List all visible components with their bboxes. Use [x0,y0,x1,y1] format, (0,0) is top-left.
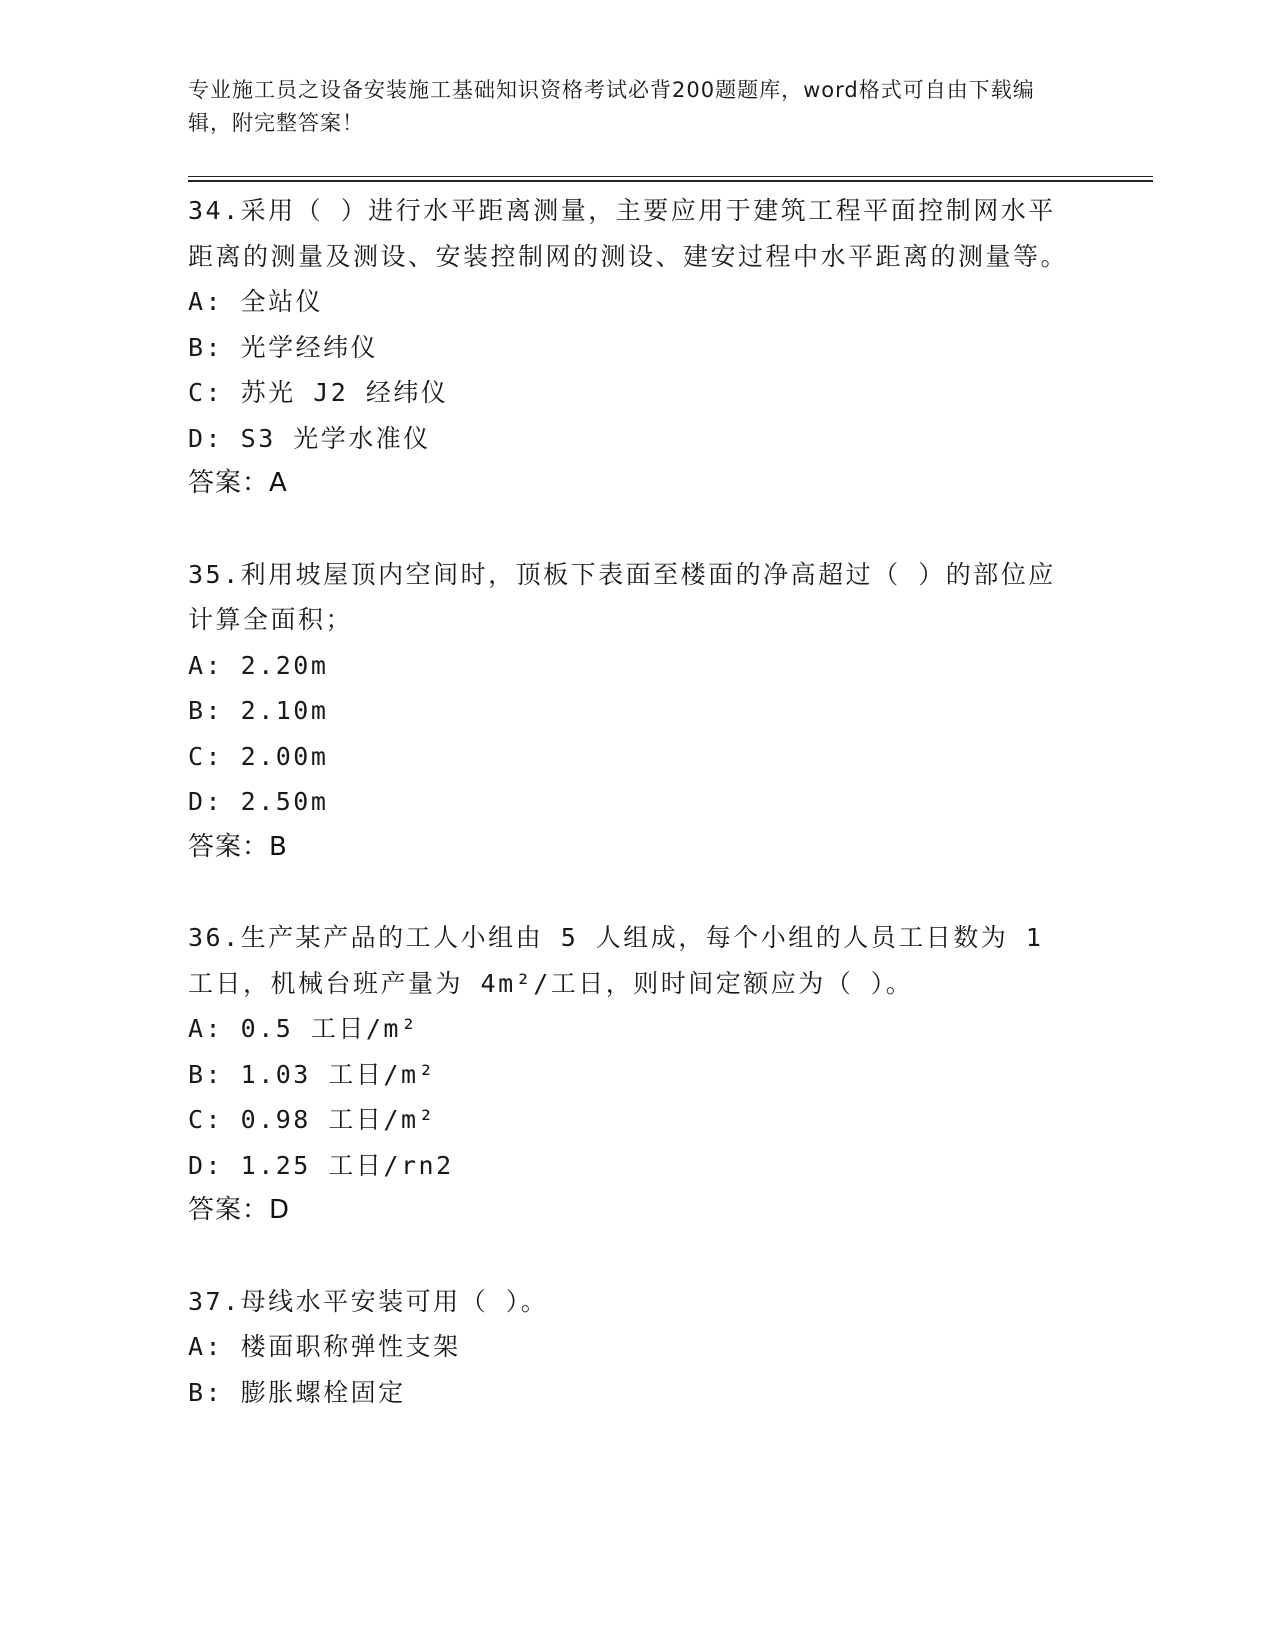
answer-line: 答案：A [188,468,288,498]
option-b: B: 光学经纬仪 [188,332,379,362]
option-a: A: 2.20m [188,650,329,680]
option-a: A: 楼面职称弹性支架 [188,1332,461,1361]
option-a: A: 0.5 工日/m² [188,1014,419,1043]
question-37 [188,1279,1068,1416]
question-text: 37.母线水平安装可用（ ）。 [188,1286,549,1316]
option-c: C: 苏光 J2 经纬仪 [188,378,449,407]
question-text: 35.利用坡屋顶内空间时，顶板下表面至楼面的净高超过（ ）的部位应计算全面积； [188,559,1056,634]
option-d: D: 1.25 工日/rn2 [188,1150,454,1180]
answer-line: 答案：D [188,1195,291,1225]
question-text: 34.采用（ ）进行水平距离测量，主要应用于建筑工程平面控制网水平距离的测量及测设、安装控制网的测设、建安过程中水平距离的测量等。 [188,196,1069,271]
header-divider-thick [188,180,1153,182]
question-36 [188,915,1068,1234]
document-title: 专业施工员之设备安装施工基础知识资格考试必背200题题库，word格式可自由下载编辑，附完整答案！ [188,78,1035,135]
option-c: C: 0.98 工日/m² [188,1105,437,1134]
header-divider-thin [188,176,1153,177]
question-34 [188,188,1068,507]
question-35 [188,552,1068,871]
option-b: B: 2.10m [188,696,329,725]
question-text: 36.生产某产品的工人小组由 5 人组成，每个小组的人员工日数为 1 工日，机械台班产量为 4m²/工日，则时间定额应为（ ）。 [188,923,1044,998]
option-d: D: S3 光学水准仪 [188,423,431,453]
document-header [188,74,1068,140]
answer-line: 答案：B [188,831,288,862]
question-list [188,188,1068,1460]
option-b: B: 膨胀螺栓固定 [188,1377,406,1407]
option-a: A: 全站仪 [188,287,324,316]
option-c: C: 2.00m [188,741,329,771]
option-d: D: 2.50m [188,787,329,816]
option-b: B: 1.03 工日/m² [188,1059,437,1089]
